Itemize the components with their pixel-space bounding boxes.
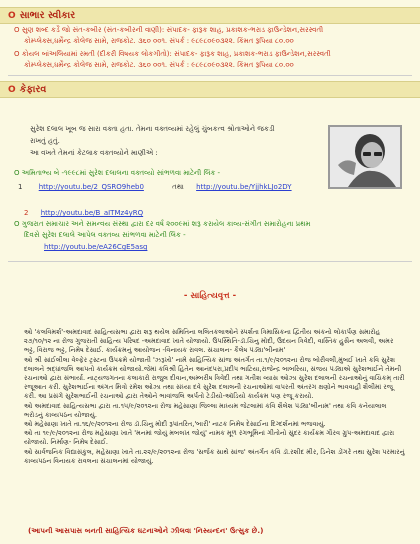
and-text: તથા — [172, 183, 184, 191]
literature-title: - સાહિત્યવૃત્ત - — [183, 291, 237, 301]
video-item-2 — [24, 209, 143, 218]
video-item-3-link-wrap — [44, 243, 147, 252]
divider — [8, 75, 412, 76]
video-item-3-label-2: દિવસે સુરેશ દલાલે આપેલ વક્તવ્ય સાંભળવા માટેની લિંક - — [24, 231, 186, 239]
news-item: ઓ અમદાવાદ સાહિત્યસભા દ્વારા તા.૧૫/૯/૨૦૧૨ના રોજ મહેસાણા જિલ્લા માધ્યમ જેટલામાં કવિ શૈલેશ પંડ્યા'બીનામ' તથા કવિ કનેયાલાલ ભરોડનું કાવ્યપઠન યોજાયું. — [24, 401, 387, 419]
ack-item-2-line2: કોમ્પ્લેક્સ,ધર્મેન્દ્ર કોલેજ સામે, રાજકોટ. ૩૬૦ ૦૦૧. સંપર્ક : ૯૮૯૮૦૯૦૩૨૨. કિંમત રૂપિયા ૮૦.૦૦ — [24, 61, 294, 69]
ack-item-1 — [14, 26, 323, 35]
video-link-1b[interactable]: http://youtu.be/YjjhkLJo2DY — [196, 183, 292, 191]
circle-bullet-icon: O — [14, 220, 22, 228]
news-item: ઓ મહેસાણા ખાતે તા.૧૬/૯/૨૦૧૨ના રોજ ડૉ.ચિનુ મોદી રૂપાંતરિત,'બારી' નાટક નિમેષ દેસાઈના દિગ્દર્શનમાં ભજવાયું. — [24, 420, 326, 429]
circle-bullet-icon: O — [14, 50, 22, 58]
news-item: ઓ તા ૧૯/૯/૨૦૧૨ના રોજ મહેસાણા ખાતે 'મનમાં જોયું મબલખ જોયું' નામક મૂળ રંગભૂમિનાં ગીતોનો સુંદર કાર્યક્રમ ગૌરવ ગ્રુપ-અમદાવાદ દ્વારા યોજાયો. નિર્માણ- નિમેષ દેસાઈ. — [24, 429, 395, 447]
author-portrait — [328, 125, 402, 189]
keyboard-title: કેફારવ — [19, 84, 47, 95]
circle-bullet-icon: O — [14, 26, 22, 34]
video-link-2[interactable]: http://youtu.be/B_aITMz4yRQ — [40, 209, 144, 217]
ack-item-1-line2: કોમ્પ્લેક્સ,ધર્મેન્દ્ર કોલેજ સામે, રાજકોટ. ૩૬૦ ૦૦૧. સંપર્ક : ૯૮૯૮૦૯૦૩૨૨. કિંમત રૂપિયા ૮૦.૦૦ — [24, 37, 294, 45]
divider — [8, 261, 412, 262]
video-link-3[interactable]: http://youtu.be/eA26CgE5asg — [44, 243, 148, 251]
circle-bullet-icon: O — [14, 169, 22, 177]
video-item-3-label: O ગુજરાત સમાચાર અને સમન્વય સંસ્થા દ્વારા દર વર્ષ ૨૦૦૯માં શરૂ કરાયેલ કાવ્ય-સંગીત સમારોહના પ્રથમ — [14, 220, 311, 228]
acknowledgement-title: સાભાર સ્વીકાર — [19, 10, 76, 21]
ack-item-2 — [14, 50, 331, 59]
keyboard-intro-1: સુરેશ દલાલ ખૂબ જ સારા વક્તા હતા. તેમના વક્તવ્યમાં રહેલું ચુંબકત્વ શ્રોતાઓને જકડી — [30, 125, 275, 133]
video-link-1a[interactable]: http://youtu.be/2_QSRO9heb0 — [38, 183, 144, 191]
news-item: ઓ સાર્વજનિક વિદ્યાસંકુલ, મહેસાણા ખાતે તા.૨૨/૯/૨૦૧૨ના રોજ 'સર્જક સાથે સાંજ' અંતર્ગત કવિ ડૉ.રશીદ મીર, ડિનેશ ડોંગરે તથા સુરેશ પરમારનું કાવ્યપઠન વિનાયક રાવલના સંચાલનમાં યોજાયું. — [24, 447, 405, 465]
circle-bullet-icon: O — [8, 84, 16, 95]
item-number: 1 — [18, 183, 23, 191]
ack-item-2-line1: કોયલ બાંઅલિયામાં રમતી (દીકરી વિષયક લોકગીતો): સંપાદક- ફારૂક શાહ, પ્રકાશક-ભરાડ ફાઉન્ડેશન,સરસ્વતી — [21, 50, 331, 58]
news-item: ઓ 'કલવિમર્શ'-અમદાવાદ સાહિત્યસભા દ્વારા શરૂ થયેલ સમિતિના લલિતકલાઓને સ્પર્શતા ત્રિમાસિકના દ્વિતીય અંકનો લોકાર્પણ સમારોહ ૨૭/૧૦/૧૨ ના રોજ ગુજરાતી સાહિત્ય પરિષદ -અમદાવાદ ખાતે યોજાયો. ઉપસ્થિતિ-ડૉ.ચિનુ મોદી, ઉદયન ત્રિવેદી, વાસ્તિક હુસૈન અલવી, અમર ભટ્ટ, વિરાજ ભટ્ટ, નિમેષ દેસાઈ. કાર્યક્રમનું આયોજન -વિનાયક રાવલ. સંચાલન- કૈલેષ પંડ્યા'બીનામ' — [24, 328, 394, 355]
keyboard-intro-3: આ વખતે તેમનાં કેટલાક વક્તવ્યોને માણીએ : — [30, 149, 158, 157]
ack-item-1-line1: સુણ શબ્દ કર્ડે જો સંત-કબીર (સંત-કબીરની વાણી): સંપાદક- ફારૂક શાહ, પ્રકાશક-ભરાડ ફાઉન્ડેશન,સરસ્વતી — [21, 26, 324, 34]
circle-bullet-icon: O — [8, 10, 16, 21]
footer-note: (આપની આસપાસ બનતી સાહિત્યિક ઘટનાઓને ઝીલવા 'નિસ્યન્દન' ઉત્સુક છે.) — [28, 526, 264, 535]
acknowledgement-header — [0, 7, 420, 24]
keyboard-intro-2: રાખતું હતું. — [30, 137, 60, 145]
video-item-1-label: O અમિતાભ્ય બે -૧૯૯૮માં સુરેશ દલાલના વક્તવ્યો સાંભળવા માટેની લિંક - — [14, 169, 221, 177]
item-number: 2 — [24, 209, 29, 217]
news-item: ઓ શ્રી સાંઈલીલા વેલ્ફેર ટ્રસ્ટના ઉપક્રમે યોજાતી 'ઝરૂખો' નામે સાહિત્યિક સાંજ અંતર્ગત તા.૧/૯/૨૦૧૨ના રોજ બોરીવલી,મુંબઈ ખાતે કવિ સુરેશ દલાલને શ્રદ્ધાંજલિ આપતો કાર્યક્રમ યોજાયો.જેમાં કવિશ્રી હિતેન આનંદપરા,પ્રદીપ ભાટિયા,રાજેન્દ્ર બાબરિયા, સંજય પંડ્યાએ સુરેશભાઈને તેમની રચનાઓ દ્વારા સંભાર્યા. નાટ્યજગતના કલાકારો રાજુલ દીવાન,અમ્બરીષ ત્રિવેદી તથા ગતીશ વ્યાસ ઓઝા સુરેશ દલાલની રચનાઓનું વાચિકમ્ તારી રજૂઆત કરી. સુરેશભાઈના અંગત મિત્રો રમેશ ઓઝા તથા સંધ્યા દવે સુરેશ દલાલની રચનાઓમાં વાપરતી અંતરંગ ક્ષણોને ભાવવાહી શૈલીમાં રજૂ કરી. આ પ્રસંગે સુરેશભાઈની રચનાઓ દ્વારા તેઓને ભાવાંજલિ અર્પતો ટેડીયો-ઑડિયો કાર્યક્રમ પણ રજૂ કરાયો. — [24, 355, 405, 401]
keyboard-header — [0, 81, 420, 98]
literature-news-list — [24, 328, 406, 466]
video-item-1-links — [18, 183, 292, 192]
